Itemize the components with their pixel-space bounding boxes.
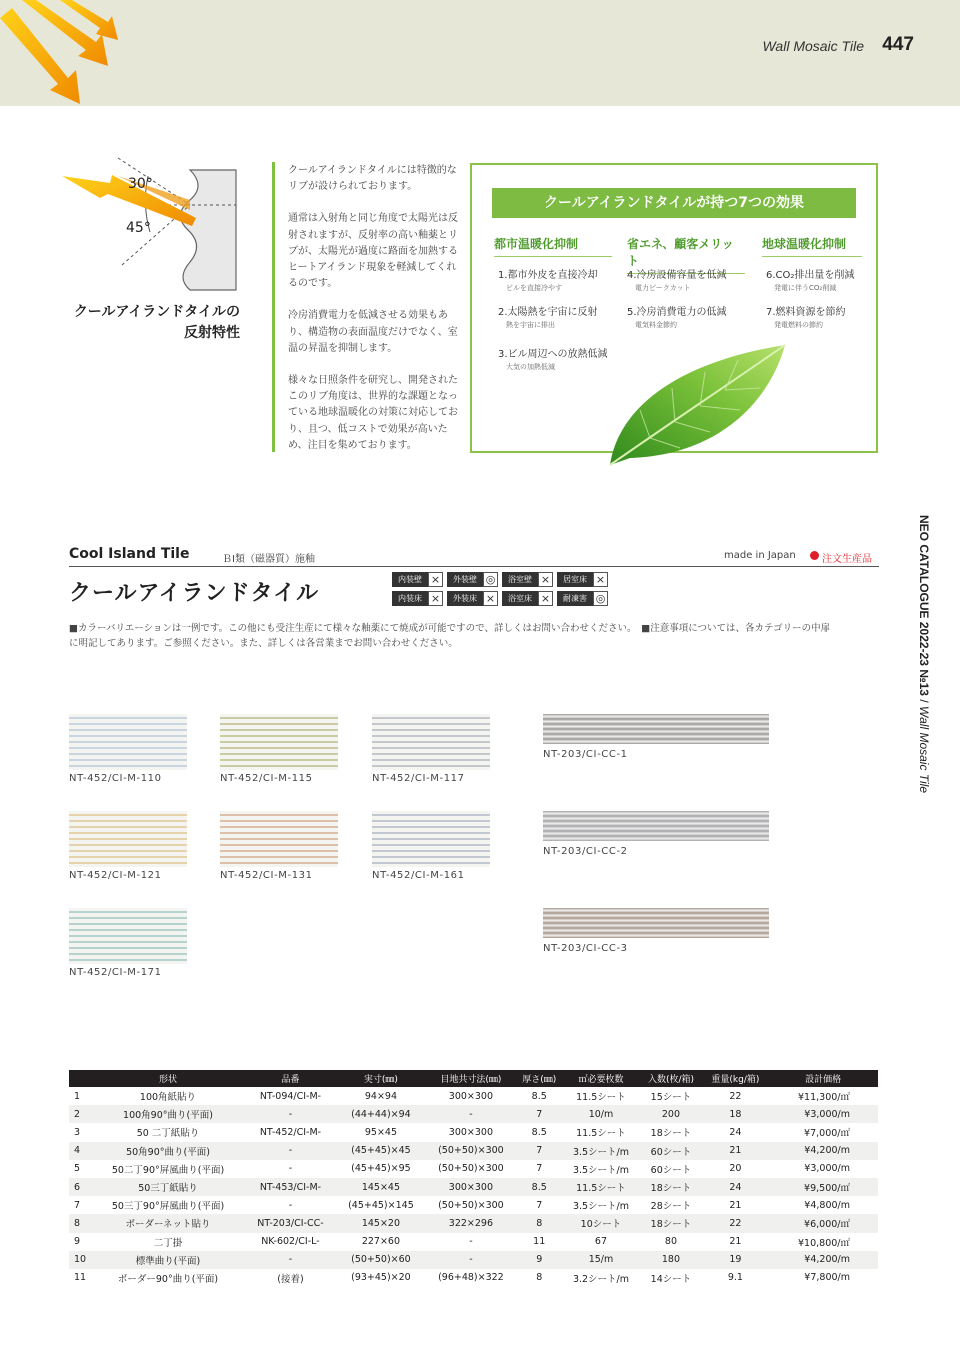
table-cell: 18シート xyxy=(639,1214,702,1232)
table-cell: 3 xyxy=(74,1126,81,1138)
table-cell: NT-203/CI-CC- xyxy=(245,1214,336,1232)
table-row xyxy=(69,1160,878,1178)
usage-badge: 外装壁 ◎ xyxy=(447,572,498,587)
table-cell: (50+50)×60 xyxy=(336,1251,426,1269)
table-cell: 9.1 xyxy=(727,1272,743,1284)
table-cell: 10 xyxy=(69,1251,91,1269)
table-row xyxy=(69,1269,878,1287)
table-cell: 22 xyxy=(729,1090,742,1102)
table-cell: (44+44)×94 xyxy=(336,1105,426,1123)
description-accent-bar xyxy=(272,162,275,452)
table-cell: 24 xyxy=(703,1178,769,1196)
table-cell: 227×60 xyxy=(361,1236,401,1248)
table-cell: 3.5シート/m xyxy=(572,1164,630,1176)
product-name-en: Cool Island Tile xyxy=(69,546,190,562)
effects-column-head: 都市温暖化抑制 xyxy=(494,235,612,257)
table-cell: 11 xyxy=(533,1236,546,1248)
tile-swatch xyxy=(372,811,490,867)
table-cell: 21 xyxy=(729,1236,742,1248)
table-cell: 2 xyxy=(69,1105,91,1123)
swatch-code: NT-452/CI-M-131 xyxy=(220,870,313,881)
usage-badge: 居室床 × xyxy=(557,572,608,587)
tile-profile xyxy=(180,170,236,290)
table-cell: NT-453/CI-M- xyxy=(245,1178,336,1196)
table-cell: 80 xyxy=(664,1236,678,1248)
table-cell: 300×300 xyxy=(448,1090,494,1102)
table-header-cell: 入数(枚/箱) xyxy=(639,1070,702,1087)
table-cell: NK-602/CI-L- xyxy=(261,1236,320,1248)
effects-column-head: 省エネ、顧客メリット xyxy=(627,235,745,274)
table-cell: 標準曲り(平面) xyxy=(91,1251,245,1269)
usage-badge: 内装壁 × xyxy=(392,572,443,587)
table-header-cell: 設計価格 xyxy=(768,1070,878,1087)
tile-swatch xyxy=(220,714,338,770)
table-cell: 50 二丁紙貼り xyxy=(136,1128,200,1140)
effect-item: 7.燃料資源を節約 発電燃料の節約 xyxy=(766,307,846,329)
description xyxy=(288,163,458,470)
description-paragraph: 様々な日照条件を研究し、開発されたこのリブ角度は、世界的な課題となっている地球温暖化の対策に対応しており、且つ、低コストで効果が高いため、注目を集めております。 xyxy=(288,375,458,451)
table-cell: ¥3,000/m xyxy=(768,1105,878,1123)
swatch-code: NT-203/CI-CC-1 xyxy=(543,749,628,760)
description-paragraph: 冷房消費電力を低減させる効果もあり、構造物の表面温度だけでなく、室温の昇温を抑制します。 xyxy=(288,310,458,354)
usage-badge: 外装床 × xyxy=(447,591,498,606)
effect-item: 5.冷房消費電力の低減 電気料金節約 xyxy=(627,307,727,329)
table-cell: ¥6,000/㎡ xyxy=(768,1214,878,1232)
table-cell: 20 xyxy=(729,1163,742,1175)
table-cell: 7 xyxy=(516,1142,563,1160)
table-cell: 二丁掛 xyxy=(153,1237,183,1249)
usage-badge: 浴室壁 × xyxy=(502,572,553,587)
table-header-cell: 実寸(㎜) xyxy=(336,1070,426,1087)
usage-grid xyxy=(392,591,607,606)
table-cell: - xyxy=(288,1199,293,1211)
product-name-jp: クールアイランドタイル xyxy=(69,581,320,606)
swatch-code: NT-452/CI-M-115 xyxy=(220,773,313,784)
table-row xyxy=(69,1123,878,1141)
page-number: 447 xyxy=(882,34,914,55)
usage-badge: 耐凍害 ◎ xyxy=(557,591,608,606)
table-cell: 200 xyxy=(639,1105,702,1123)
table-cell: 15シート xyxy=(650,1092,692,1104)
table-cell: NT-094/CI-M- xyxy=(259,1090,322,1102)
table-cell: 7 xyxy=(516,1105,563,1123)
table-cell: - xyxy=(245,1105,336,1123)
border-tile-swatch xyxy=(543,811,769,841)
order-label: 注文生産品 xyxy=(822,554,872,565)
effect-item: 3.ビル周辺への放熱低減 大気の加熱低減 xyxy=(498,349,608,371)
table-cell: 94×94 xyxy=(364,1090,397,1102)
table-row xyxy=(69,1105,878,1123)
table-cell: 50三丁紙貼り xyxy=(91,1178,245,1196)
table-cell: 60シート xyxy=(639,1142,702,1160)
effects-banner: クールアイランドタイルが持つ7つの効果 xyxy=(492,188,856,218)
table-cell: 4 xyxy=(69,1142,91,1160)
table-cell: 100角紙貼り xyxy=(139,1092,197,1104)
effect-item: 2.太陽熱を宇宙に反射 熱を宇宙に排出 xyxy=(498,307,598,329)
swatch-code: NT-452/CI-M-171 xyxy=(69,967,162,978)
angle-30-label: 30° xyxy=(128,176,153,192)
divider xyxy=(69,566,879,567)
table-cell: (45+45)×145 xyxy=(348,1199,414,1211)
table-cell: 60シート xyxy=(650,1164,692,1176)
table-cell: ¥9,500/㎡ xyxy=(768,1178,878,1196)
table-cell: (45+45)×95 xyxy=(351,1163,411,1175)
reflection-diagram xyxy=(0,0,280,300)
table-header-cell: 重量(kg/箱) xyxy=(703,1070,769,1087)
order-dot-icon xyxy=(810,551,819,560)
usage-badge: 内装床 × xyxy=(392,591,443,606)
border-tile-swatch xyxy=(543,714,769,744)
table-cell: 300×300 xyxy=(426,1178,516,1196)
table-cell: (45+45)×45 xyxy=(336,1142,426,1160)
table-cell: 180 xyxy=(639,1251,702,1269)
effect-item: 6.CO₂排出量を削減 発電に伴うCO₂削減 xyxy=(766,270,855,292)
table-cell: 11.5シート xyxy=(576,1128,626,1140)
table-cell: 67 xyxy=(594,1236,608,1248)
table-cell: 5 xyxy=(74,1163,81,1175)
table-header-cell: 品番 xyxy=(245,1070,336,1087)
table-row xyxy=(69,1178,878,1196)
table-cell: 10/m xyxy=(563,1105,640,1123)
table-cell: ¥4,200/m xyxy=(768,1142,878,1160)
table-cell: 50二丁90°屏風曲り(平面) xyxy=(111,1164,225,1176)
table-cell: 11.5シート xyxy=(576,1092,626,1104)
table-cell: - xyxy=(426,1251,516,1269)
table-header-cell: ㎡必要枚数 xyxy=(563,1070,640,1087)
leaf-icon xyxy=(600,340,800,470)
table-cell: ¥7,000/㎡ xyxy=(804,1128,850,1140)
table-cell: 145×45 xyxy=(336,1178,426,1196)
table-cell: (50+50)×300 xyxy=(426,1142,516,1160)
effects-box xyxy=(470,163,878,453)
usage-badge: 浴室床 × xyxy=(502,591,553,606)
swatch-code: NT-452/CI-M-161 xyxy=(372,870,465,881)
table-header-cell: 目地共寸法(㎜) xyxy=(426,1070,516,1087)
table-cell: - xyxy=(426,1105,516,1123)
table-cell: 18 xyxy=(703,1105,769,1123)
swatch-code: NT-203/CI-CC-3 xyxy=(543,943,628,954)
description-paragraph: クールアイランドタイルには特徴的なリブが設けられております。 xyxy=(288,165,457,193)
table-cell: 21 xyxy=(729,1199,742,1211)
catalogue-side-tab: NEO CATALOGUE 2022-23 №13 / Wall Mosaic Tile xyxy=(917,515,931,794)
table-cell: 9 xyxy=(516,1251,563,1269)
table-cell: 18シート xyxy=(650,1128,692,1140)
table-cell: 3.2シート/m xyxy=(572,1273,630,1285)
table-cell: ¥11,300/㎡ xyxy=(798,1092,850,1104)
table-cell: (96+48)×322 xyxy=(438,1272,504,1284)
border-tile-swatch xyxy=(543,908,769,938)
table-cell: 3.5シート/m xyxy=(563,1142,640,1160)
table-row xyxy=(69,1251,878,1269)
swatch-code: NT-452/CI-M-117 xyxy=(372,773,465,784)
table-cell: 95×45 xyxy=(364,1126,397,1138)
tile-swatch xyxy=(220,811,338,867)
table-row xyxy=(69,1142,878,1160)
table-cell: 8.5 xyxy=(516,1178,563,1196)
table-row xyxy=(69,1233,878,1251)
table-cell: 22 xyxy=(703,1214,769,1232)
tile-swatch xyxy=(69,811,187,867)
spec-table xyxy=(69,1070,878,1287)
table-cell: 50三丁90°屏風曲り(平面) xyxy=(111,1201,225,1213)
table-cell: 8 xyxy=(516,1214,563,1232)
table-cell: 8.5 xyxy=(531,1090,547,1102)
effect-item: 1.都市外皮を直接冷却 ビルを直接冷やす xyxy=(498,270,598,292)
tile-swatch xyxy=(372,714,490,770)
table-cell: NT-452/CI-M- xyxy=(259,1126,322,1138)
table-cell: 300×300 xyxy=(448,1126,494,1138)
usage-grid xyxy=(392,572,607,587)
table-cell: 8 xyxy=(69,1214,91,1232)
sun-ray-icon xyxy=(0,0,118,104)
table-cell: 11 xyxy=(74,1272,87,1284)
table-cell: 21 xyxy=(703,1142,769,1160)
table-row xyxy=(69,1196,878,1214)
table-cell: 145×20 xyxy=(336,1214,426,1232)
table-row xyxy=(69,1214,878,1232)
tile-swatch xyxy=(69,714,187,770)
table-cell: ¥3,000/m xyxy=(804,1163,850,1175)
table-header-cell: 形状 xyxy=(91,1070,245,1087)
made-in-label: made in Japan xyxy=(724,550,796,561)
table-cell: 19 xyxy=(703,1251,769,1269)
effect-item: 4.冷房設備容量を低減 電力ピークカット xyxy=(627,270,727,292)
table-cell: 100角90°曲り(平面) xyxy=(91,1105,245,1123)
table-cell: ボーダーネット貼り xyxy=(91,1214,245,1232)
table-cell: 50角90°曲り(平面) xyxy=(91,1142,245,1160)
table-cell: 28シート xyxy=(650,1201,692,1213)
table-cell: ¥4,200/m xyxy=(768,1251,878,1269)
effects-column-head: 地球温暖化抑制 xyxy=(762,235,862,257)
table-cell: 1 xyxy=(74,1090,81,1102)
product-note: ■カラーバリエーションは一例です。この他にも受注生産にて様々な釉薬にて焼成が可能ですので、詳しくはお問い合わせください。 ■注意事項については、各カテゴリーの中扉 に明記してあります。ご参照ください。また、詳しくは各営業までお問い合わせください。 xyxy=(69,623,831,649)
table-cell: 14シート xyxy=(650,1273,692,1285)
table-cell: 8 xyxy=(536,1272,543,1284)
table-cell: - xyxy=(245,1251,336,1269)
swatch-code: NT-452/CI-M-121 xyxy=(69,870,162,881)
table-cell: - xyxy=(288,1163,293,1175)
table-cell: ボーダー90°曲り(平面) xyxy=(117,1273,219,1285)
table-cell: 11.5シート xyxy=(563,1178,640,1196)
table-cell: (50+50)×300 xyxy=(438,1199,504,1211)
table-cell: (接着) xyxy=(277,1273,304,1285)
table-cell: 10シート xyxy=(563,1214,640,1232)
description-paragraph: 通常は入射角と同じ角度で太陽光は反射されますが、反射率の高い釉薬とリブが、太陽光が過度に路面を加熱するヒートアイランド現象を軽減してくれるのです。 xyxy=(288,213,458,290)
table-cell: - xyxy=(245,1142,336,1160)
table-cell: 7 xyxy=(74,1199,81,1211)
tile-swatch xyxy=(69,908,187,964)
swatch-code: NT-452/CI-M-110 xyxy=(69,773,162,784)
table-cell: 6 xyxy=(69,1178,91,1196)
table-cell: ¥7,800/m xyxy=(804,1272,850,1284)
angle-45-label: 45° xyxy=(126,220,151,236)
table-header-cell xyxy=(69,1070,91,1087)
table-cell: ¥4,800/m xyxy=(804,1199,850,1211)
table-cell: 3.5シート/m xyxy=(572,1201,630,1213)
swatch-code: NT-203/CI-CC-2 xyxy=(543,846,628,857)
table-cell: ¥10,800/㎡ xyxy=(798,1237,850,1249)
table-cell: - xyxy=(469,1236,473,1248)
table-cell: 24 xyxy=(729,1126,742,1138)
table-cell: (93+45)×20 xyxy=(351,1272,411,1284)
table-cell: 322×296 xyxy=(426,1214,516,1232)
product-classification: ＢⅠ類（磁器質）施釉 xyxy=(222,554,315,565)
header-title: Wall Mosaic Tile xyxy=(762,38,864,54)
table-cell: 9 xyxy=(74,1236,81,1248)
table-cell: 7 xyxy=(536,1163,543,1175)
table-header-cell: 厚さ(㎜) xyxy=(516,1070,563,1087)
table-cell: 18シート xyxy=(639,1178,702,1196)
table-row xyxy=(69,1087,878,1105)
table-cell: 7 xyxy=(536,1199,543,1211)
table-cell: 15/m xyxy=(563,1251,640,1269)
table-cell: 8.5 xyxy=(531,1126,547,1138)
table-cell: (50+50)×300 xyxy=(438,1163,504,1175)
diagram-caption: クールアイランドタイルの 反射特性 xyxy=(73,304,240,341)
